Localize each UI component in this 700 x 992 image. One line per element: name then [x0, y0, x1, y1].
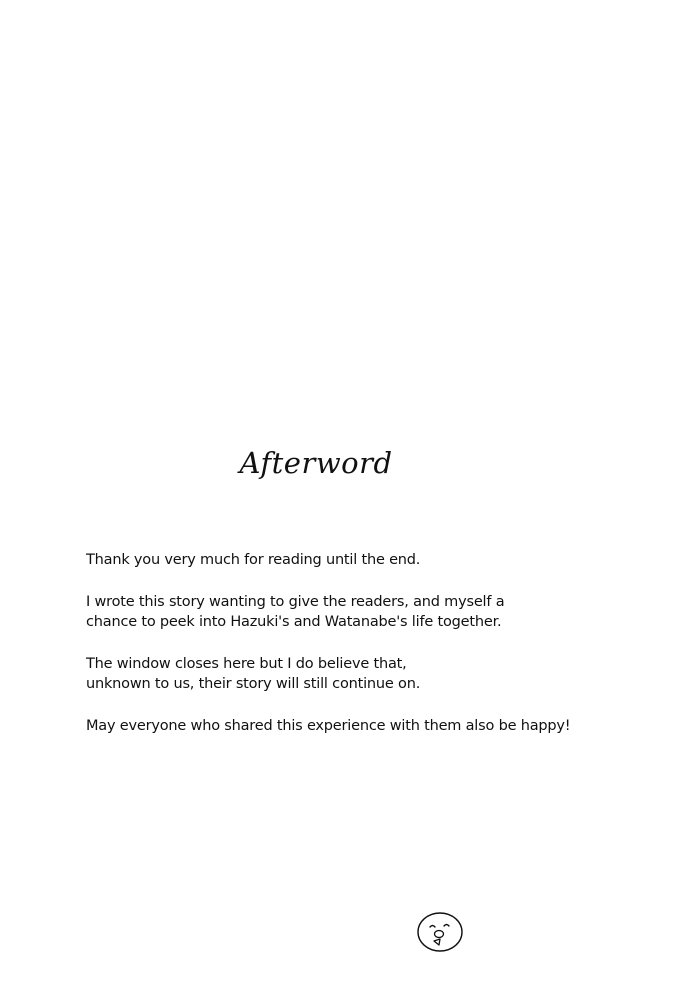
paragraph-thanks	[86, 550, 606, 570]
paragraph-window-closes	[86, 654, 606, 694]
page-title: Afterword	[239, 446, 393, 480]
afterword-body	[86, 550, 606, 758]
text-line: May everyone who shared this experience with them also be happy!	[86, 718, 571, 734]
text-line: The window closes here but I do believe that,	[86, 656, 407, 672]
text-line: I wrote this story wanting to give the readers, and myself a	[86, 594, 505, 610]
paragraph-wish	[86, 716, 606, 736]
text-line: chance to peek into Hazuki's and Watanabe's life together.	[86, 614, 502, 630]
smiling-face-doodle-icon	[415, 910, 465, 954]
paragraph-story-purpose	[86, 592, 606, 632]
text-line: Thank you very much for reading until the end.	[86, 552, 421, 568]
text-line: unknown to us, their story will still continue on.	[86, 676, 421, 692]
